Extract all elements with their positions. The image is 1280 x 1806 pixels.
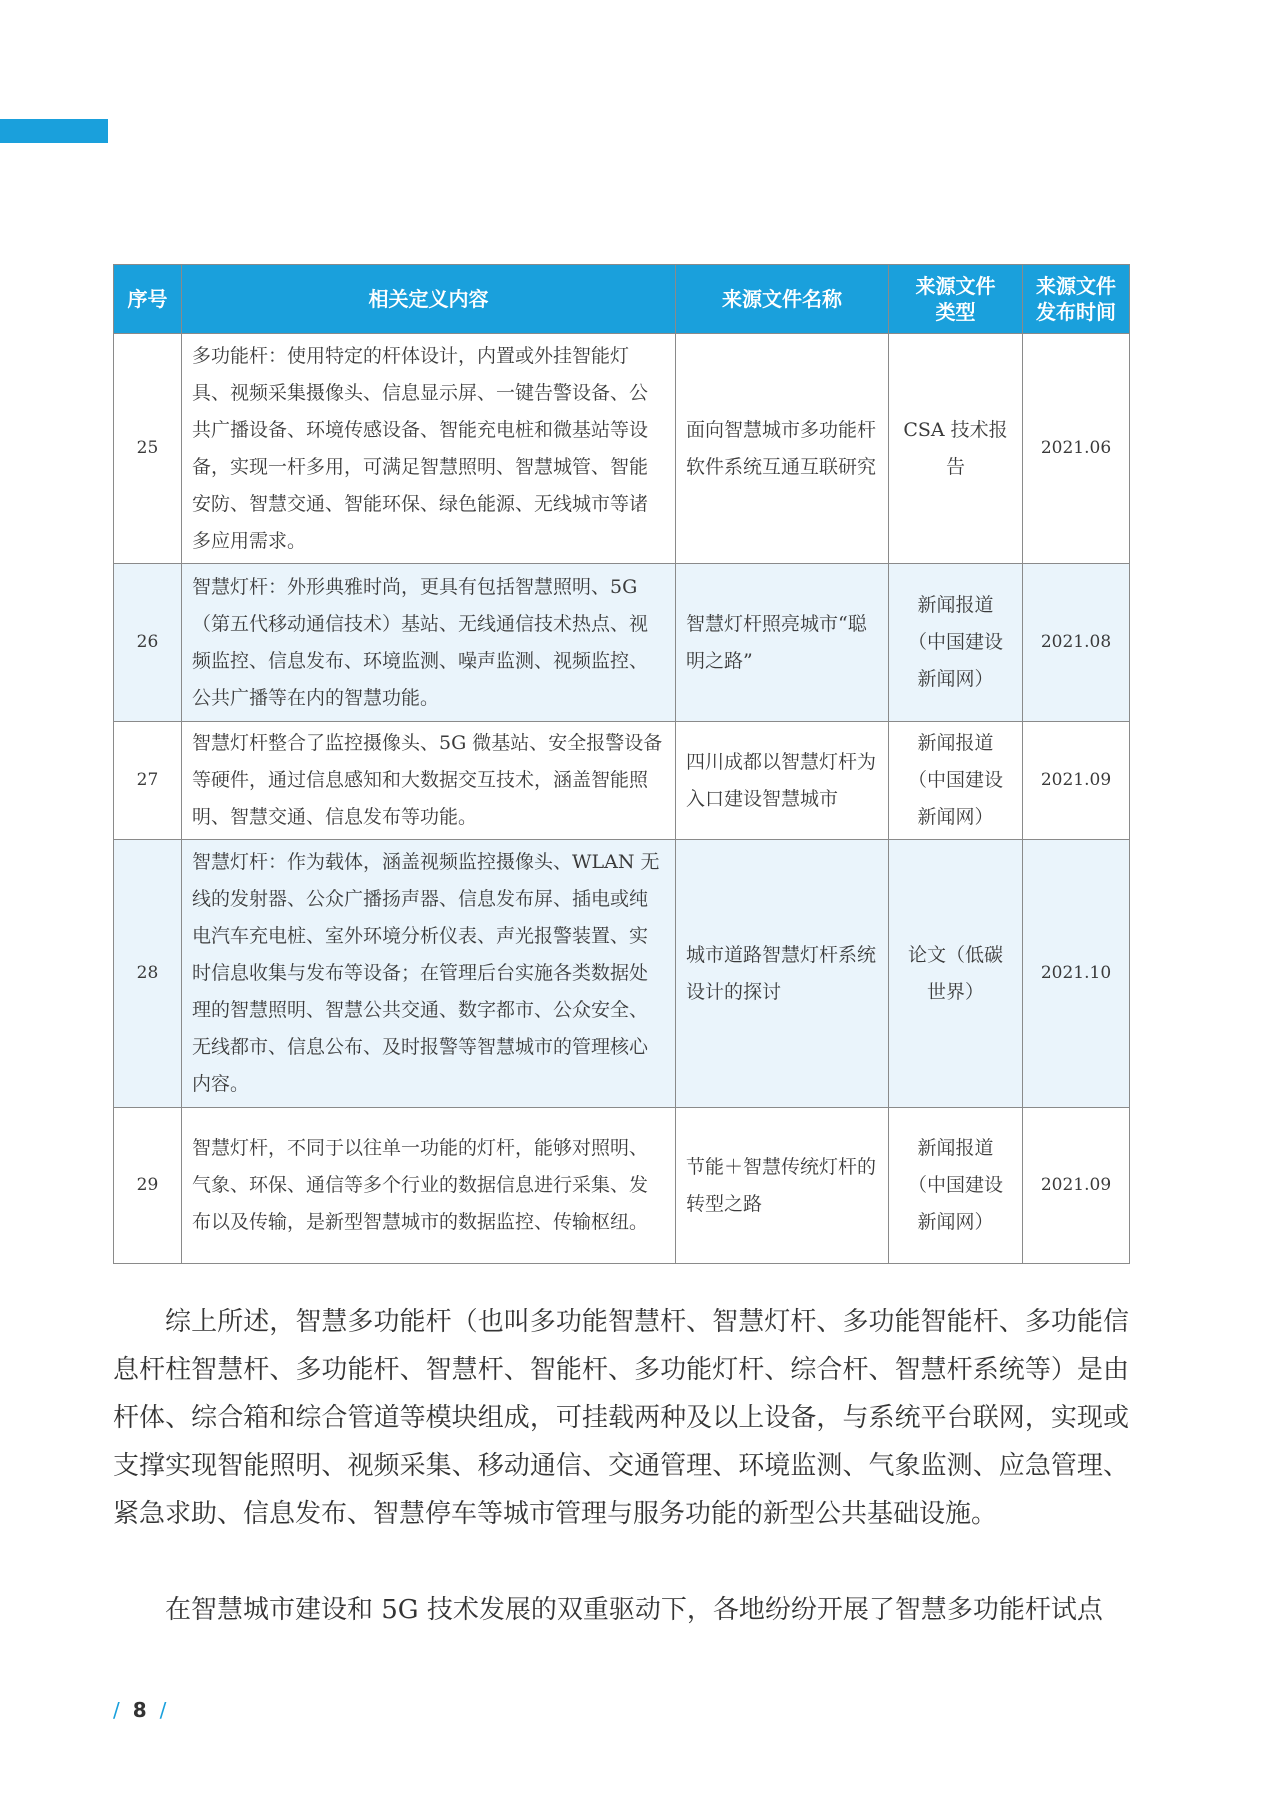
row-content: 智慧灯杆，不同于以往单一功能的灯杆，能够对照明、气象、环保、通信等多个行业的数据信息进行采集、发布以及传输，是新型智慧城市的数据监控、传输枢纽。 xyxy=(182,1108,676,1264)
row-content: 智慧灯杆：作为载体，涵盖视频监控摄像头、WLAN 无线的发射器、公众广播扬声器、信息发布屏、插电或纯电汽车充电桩、室外环境分析仪表、声光报警装置、实时信息收集与发布等设备；在管理后台实施各类数据处理的智慧照明、智慧公共交通、数字都市、公众安全、无线都市、信息公布、及时报警等智慧城市的管理核心内容。 xyxy=(182,840,676,1108)
row-date: 2021.09 xyxy=(1023,722,1130,840)
table-row xyxy=(114,840,1130,1108)
header-num: 序号 xyxy=(114,265,182,334)
header-type: 来源文件类型 xyxy=(889,265,1023,334)
footer-slash-left: / xyxy=(113,1698,120,1722)
row-type: CSA 技术报告 xyxy=(889,334,1023,564)
header-accent-bar xyxy=(0,119,108,143)
intro-paragraph xyxy=(113,1586,1129,1634)
row-num: 29 xyxy=(114,1108,182,1264)
row-num: 26 xyxy=(114,564,182,722)
row-date: 2021.10 xyxy=(1023,840,1130,1108)
header-date: 来源文件发布时间 xyxy=(1023,265,1130,334)
row-type: 论文（低碳世界） xyxy=(889,840,1023,1108)
row-num: 27 xyxy=(114,722,182,840)
row-date: 2021.06 xyxy=(1023,334,1130,564)
header-source: 来源文件名称 xyxy=(676,265,889,334)
definitions-table xyxy=(113,264,1130,1264)
summary-paragraph xyxy=(113,1298,1129,1538)
page-footer xyxy=(113,1698,166,1722)
row-source: 智慧灯杆照亮城市“聪明之路” xyxy=(676,564,889,722)
row-source: 城市道路智慧灯杆系统设计的探讨 xyxy=(676,840,889,1108)
row-num: 28 xyxy=(114,840,182,1108)
table-row xyxy=(114,722,1130,840)
table-row xyxy=(114,564,1130,722)
table-header-row xyxy=(114,265,1130,334)
summary-text: 综上所述，智慧多功能杆（也叫多功能智慧杆、智慧灯杆、多功能智能杆、多功能信息杆柱智慧杆、多功能杆、智慧杆、智能杆、多功能灯杆、综合杆、智慧杆系统等）是由杆体、综合箱和综合管道等模块组成，可挂载两种及以上设备，与系统平台联网，实现或支撑实现智能照明、视频采集、移动通信、交通管理、环境监测、气象监测、应急管理、紧急求助、信息发布、智慧停车等城市管理与服务功能的新型公共基础设施。 xyxy=(113,1307,1129,1529)
row-content: 智慧灯杆：外形典雅时尚，更具有包括智慧照明、5G（第五代移动通信技术）基站、无线通信技术热点、视频监控、信息发布、环境监测、噪声监测、视频监控、公共广播等在内的智慧功能。 xyxy=(182,564,676,722)
row-source: 四川成都以智慧灯杆为入口建设智慧城市 xyxy=(676,722,889,840)
row-date: 2021.08 xyxy=(1023,564,1130,722)
row-content: 多功能杆：使用特定的杆体设计，内置或外挂智能灯具、视频采集摄像头、信息显示屏、一键告警设备、公共广播设备、环境传感设备、智能充电桩和微基站等设备，实现一杆多用，可满足智慧照明、智慧城管、智能安防、智慧交通、智能环保、绿色能源、无线城市等诸多应用需求。 xyxy=(182,334,676,564)
row-source: 面向智慧城市多功能杆软件系统互通互联研究 xyxy=(676,334,889,564)
row-num: 25 xyxy=(114,334,182,564)
header-content: 相关定义内容 xyxy=(182,265,676,334)
row-content: 智慧灯杆整合了监控摄像头、5G 微基站、安全报警设备等硬件，通过信息感知和大数据交互技术，涵盖智能照明、智慧交通、信息发布等功能。 xyxy=(182,722,676,840)
table-row xyxy=(114,1108,1130,1264)
footer-slash-right: / xyxy=(159,1698,167,1722)
row-type: 新闻报道（中国建设新闻网） xyxy=(889,722,1023,840)
row-type: 新闻报道（中国建设新闻网） xyxy=(889,564,1023,722)
table-row xyxy=(114,334,1130,564)
intro-text: 在智慧城市建设和 5G 技术发展的双重驱动下，各地纷纷开展了智慧多功能杆试点 xyxy=(165,1595,1103,1625)
row-type: 新闻报道（中国建设新闻网） xyxy=(889,1108,1023,1264)
page-number: 8 xyxy=(132,1698,147,1722)
row-source: 节能＋智慧传统灯杆的转型之路 xyxy=(676,1108,889,1264)
row-date: 2021.09 xyxy=(1023,1108,1130,1264)
